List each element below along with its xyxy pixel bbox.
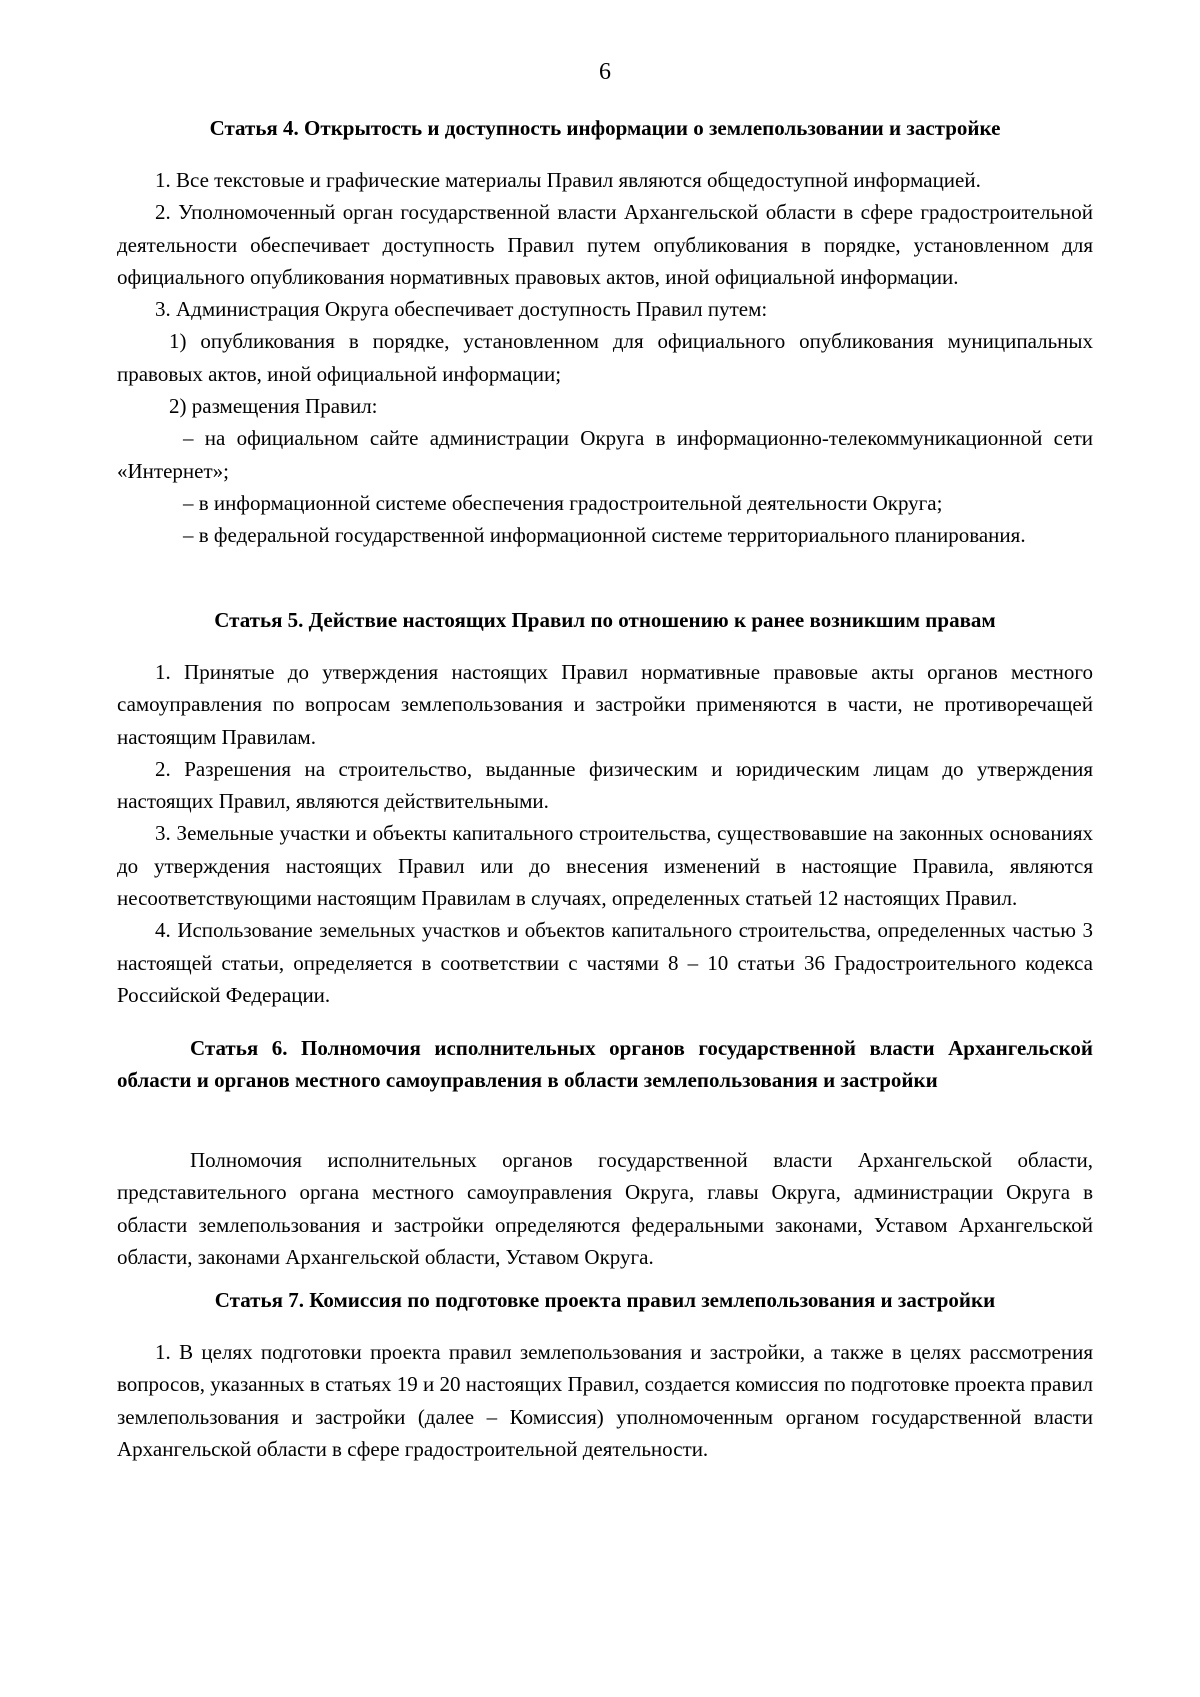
article-4-item-1: 1) опубликования в порядке, установленном для официального опубликования муниципальных правовых актов, иной официальной информации; xyxy=(117,329,1093,386)
article-4-paragraph-2: 2. Уполномоченный орган государственной власти Архангельской области в сфере градостроительной деятельности обеспечивает доступность Правил путем опубликования в порядке, установленном для официального опубликования нормативных правовых актов, иной официальной информации. xyxy=(117,200,1093,289)
article-5-paragraph-3: 3. Земельные участки и объекты капитального строительства, существовавшие на законных основаниях до утверждения настоящих Правил или до внесения изменений в настоящие Правила, являются несоответствующими настоящим Правилам в случаях, определенных статьей 12 настоящих Правил. xyxy=(117,821,1093,911)
article-4-heading-block xyxy=(117,112,1093,144)
article-4-heading: Статья 4. Открытость и доступность информации о землепользовании и застройке xyxy=(209,116,1001,140)
article-4-paragraph-1: 1. Все текстовые и графические материалы Правил являются общедоступной информацией. xyxy=(155,168,981,192)
article-5-heading: Статья 5. Действие настоящих Правил по отношению к ранее возникшим правам xyxy=(214,608,996,632)
article-6-paragraph-1: Полномочия исполнительных органов государственной власти Архангельской области, представительного органа местного самоуправления Округа, главы Округа, администрации Округа в области землепользования и застройки определяются федеральными законами, Уставом Архангельской области, законами Архангельской области, Уставом Округа. xyxy=(117,1148,1093,1269)
article-7-heading-block xyxy=(117,1284,1093,1316)
article-4-item-2: 2) размещения Правил: xyxy=(169,394,378,419)
article-6-heading: Статья 6. Полномочия исполнительных органов государственной власти Архангельской области и органов местного самоуправления в области землепользования и застройки xyxy=(117,1036,1093,1093)
page-number: 6 xyxy=(599,59,611,85)
article-4-dash-1: – на официальном сайте администрации Округа в информационно-телекоммуникационной сети «Интернет»; xyxy=(117,426,1093,483)
article-5-paragraph-2: 2. Разрешения на строительство, выданные физическим и юридическим лицам до утверждения настоящих Правил, являются действительными. xyxy=(117,756,1093,814)
article-5-paragraph-1: 1. Принятые до утверждения настоящих Правил нормативные правовые акты органов местного самоуправления по вопросам землепользования и застройки применяются в части, не противоречащей настоящим Правилам. xyxy=(117,660,1093,749)
article-4-body xyxy=(117,164,1093,552)
article-4-paragraph-3: 3. Администрация Округа обеспечивает доступность Правил путем: xyxy=(155,297,768,322)
article-4-dash-2: – в информационной системе обеспечения градостроительной деятельности Округа; xyxy=(183,490,943,515)
article-6-heading-block xyxy=(117,1032,1093,1097)
article-4-dash-3: – в федеральной государственной информационной системе территориального планирования. xyxy=(183,523,1026,548)
article-7-paragraph-1: 1. В целях подготовки проекта правил землепользования и застройки, а также в целях рассмотрения вопросов, указанных в статьях 19 и 20 настоящих Правил, создается комиссия по подготовке проекта правил землепользования и застройки (далее – Комиссия) уполномоченным органом государственной власти Архангельской области в сфере градостроительной деятельности. xyxy=(117,1340,1093,1461)
article-6-body xyxy=(117,1144,1093,1273)
article-5-paragraph-4: 4. Использование земельных участков и объектов капитального строительства, определенных частью 3 настоящей статьи, определяется в соответствии с частями 8 – 10 статьи 36 Градостроительного кодекса Российской Федерации. xyxy=(117,918,1093,1007)
article-5-body xyxy=(117,656,1093,1011)
article-7-heading: Статья 7. Комиссия по подготовке проекта правил землепользования и застройки xyxy=(214,1288,996,1312)
article-7-body xyxy=(117,1336,1093,1465)
article-5-heading-block xyxy=(117,604,1093,636)
